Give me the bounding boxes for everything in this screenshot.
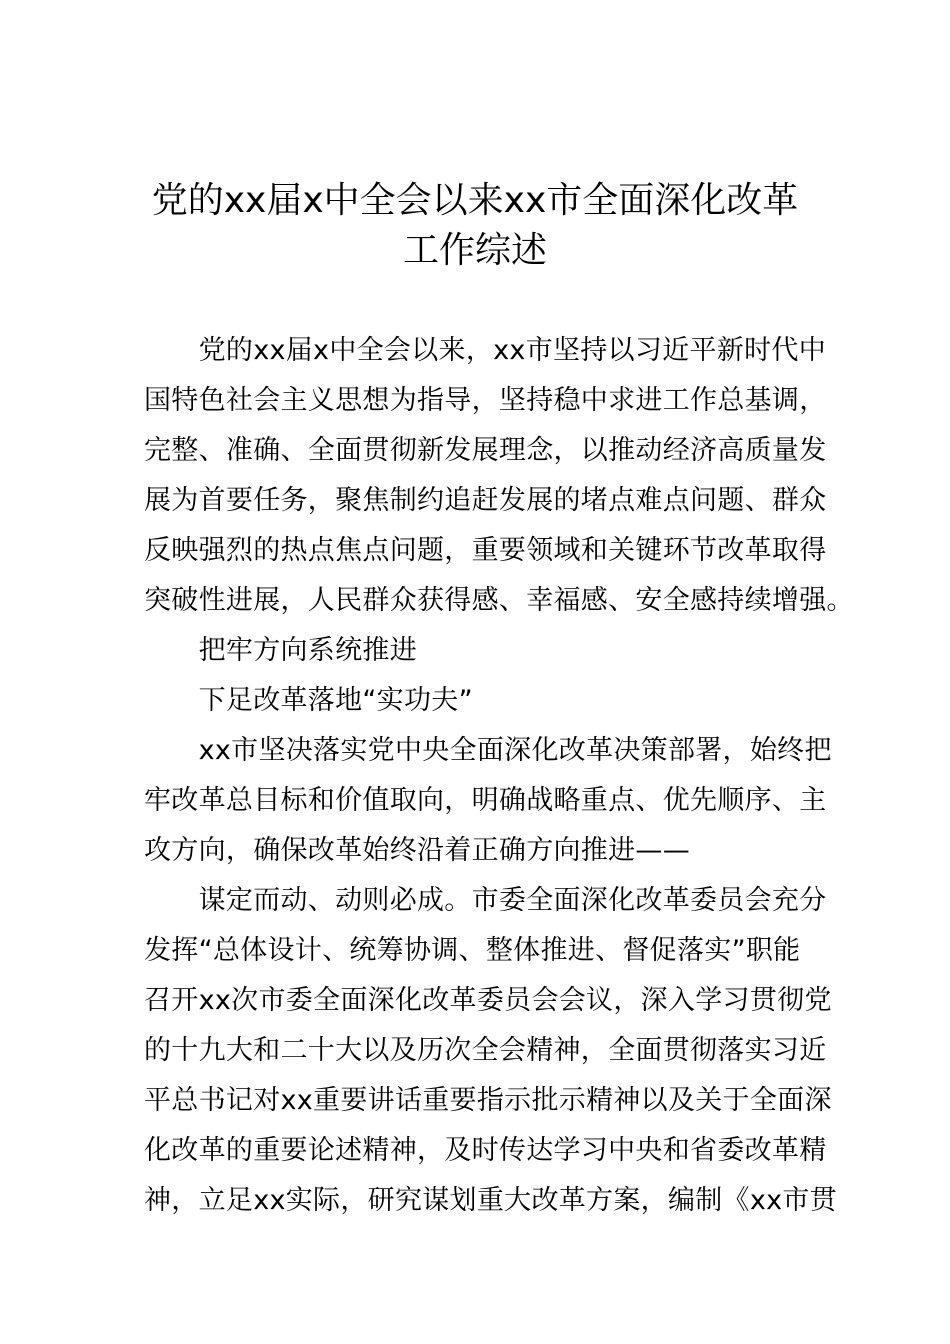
body-line: 召开xx次市委全面深化改革委员会会议，深入学习贯彻党 bbox=[144, 985, 832, 1016]
section-subheading: 下足改革落地“实功夫” bbox=[144, 685, 473, 716]
body-line: 国特色社会主义思想为指导，坚持稳中求进工作总基调， bbox=[144, 385, 827, 416]
body-line: 谋定而动、动则必成。市委全面深化改革委员会充分 bbox=[144, 885, 827, 916]
body-line: 攻方向，确保改革始终沿着正确方向推进—— bbox=[144, 835, 690, 866]
body-line: 平总书记对xx重要讲话重要指示批示精神以及关于全面深 bbox=[144, 1085, 832, 1116]
body-line: 牢改革总目标和价值取向，明确战略重点、优先顺序、主 bbox=[144, 785, 827, 816]
document-title-line-2: 工作综述 bbox=[402, 230, 547, 271]
body-line: 化改革的重要论述精神，及时传达学习中央和省委改革精 bbox=[144, 1135, 827, 1166]
body-line: 神，立足xx实际，研究谋划重大改革方案，编制《xx市贯 bbox=[144, 1185, 838, 1216]
body-line: 发挥“总体设计、统筹协调、整体推进、督促落实”职能 bbox=[144, 935, 801, 966]
document-title-line-1: 党的xx届x中全会以来xx市全面深化改革 bbox=[151, 180, 799, 221]
section-heading: 把牢方向系统推进 bbox=[144, 635, 417, 666]
body-line: 党的xx届x中全会以来，xx市坚持以习近平新时代中 bbox=[144, 335, 826, 366]
body-line: xx市坚决落实党中央全面深化改革决策部署，始终把 bbox=[144, 735, 832, 766]
body-line: 完整、准确、全面贯彻新发展理念，以推动经济高质量发 bbox=[144, 435, 827, 466]
body-line: 的十九大和二十大以及历次全会精神，全面贯彻落实习近 bbox=[144, 1035, 827, 1066]
body-line: 反映强烈的热点焦点问题，重要领域和关键环节改革取得 bbox=[144, 535, 827, 566]
body-line: 展为首要任务，聚焦制约追赶发展的堵点难点问题、群众 bbox=[144, 485, 827, 516]
body-line: 突破性进展，人民群众获得感、幸福感、安全感持续增强。 bbox=[144, 585, 854, 616]
